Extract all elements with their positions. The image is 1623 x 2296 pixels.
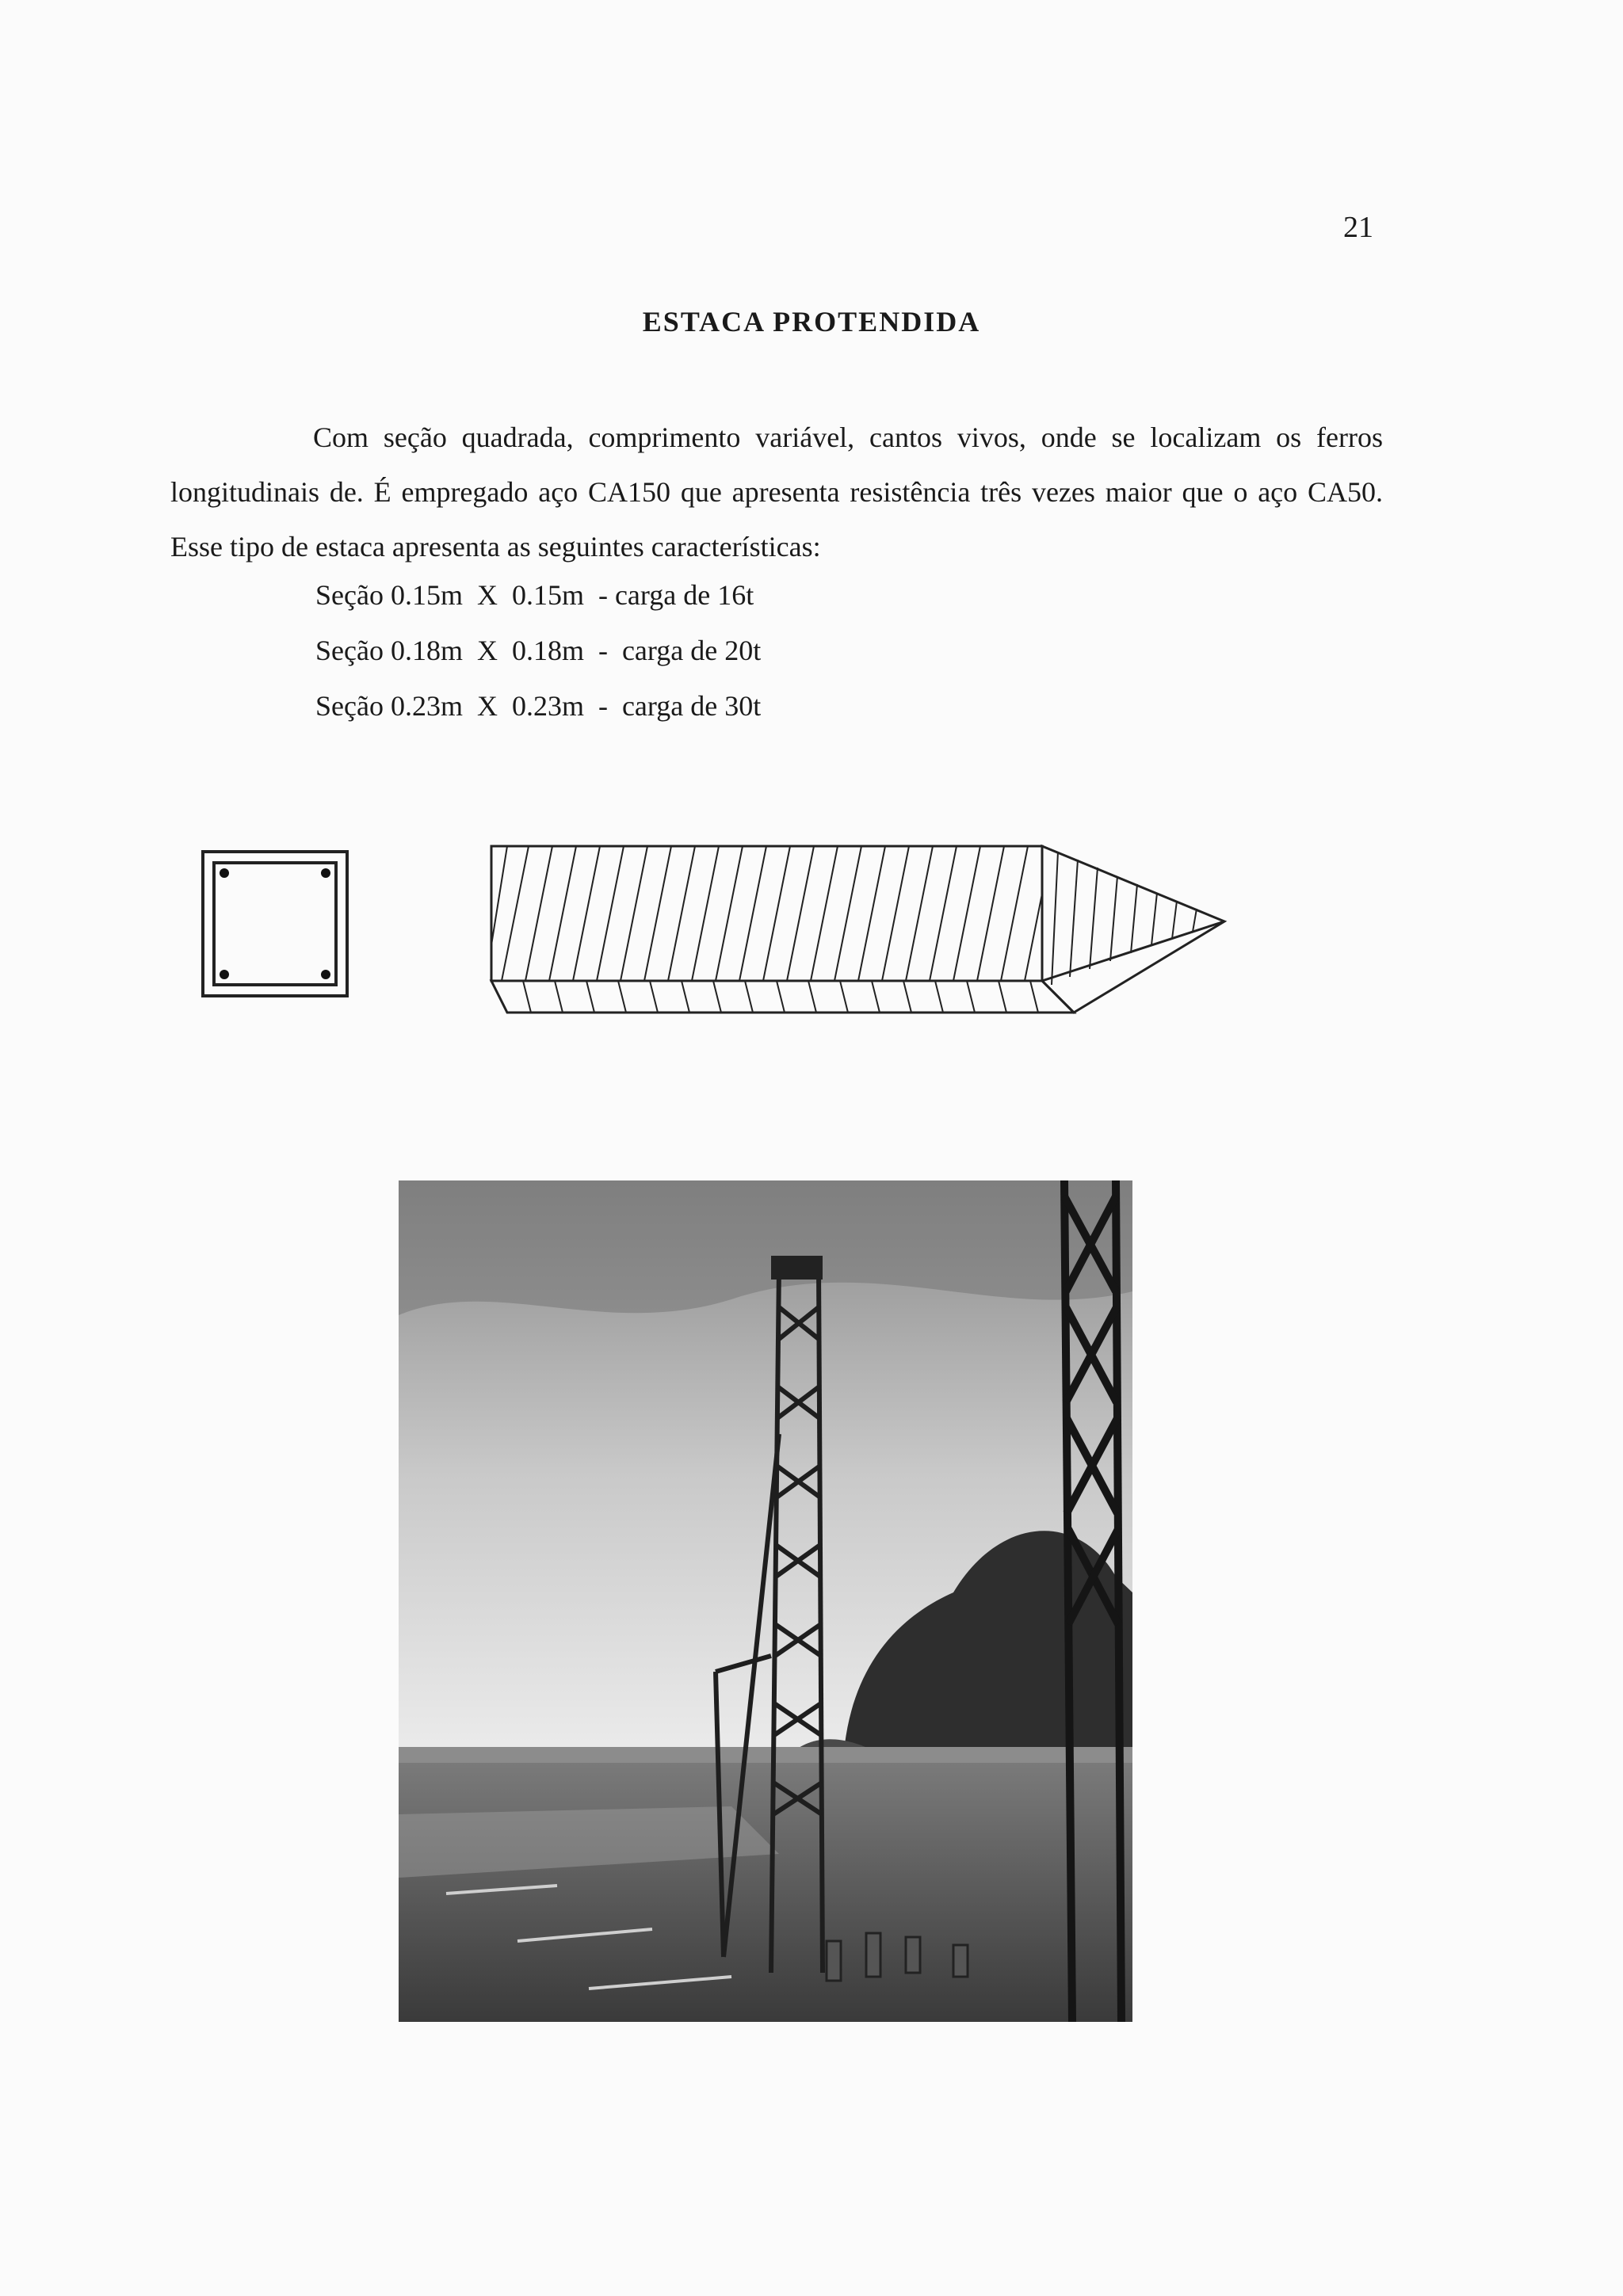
spec-line: Seção 0.15m X 0.15m - carga de 16t [315, 579, 754, 611]
section-title: ESTACA PROTENDIDA [642, 306, 981, 338]
pile-driving-rig-photo [399, 1180, 1132, 2022]
body-paragraph [170, 410, 1383, 574]
cross-section-diagram [200, 849, 351, 1000]
page-number: 21 [1343, 211, 1373, 244]
pile-side-view-diagram [487, 842, 1240, 1024]
spec-line: Seção 0.18m X 0.18m - carga de 20t [315, 635, 762, 666]
spec-line: Seção 0.23m X 0.23m - carga de 30t [315, 690, 762, 722]
body-paragraph-text: Com seção quadrada, comprimento variável, cantos vivos, onde se localizam os ferros longitudinais de. É empregado aço CA150 que apresenta resistência três vezes maior que o aço CA50. Esse tipo de estaca apresenta as seguintes características: [170, 421, 1383, 563]
